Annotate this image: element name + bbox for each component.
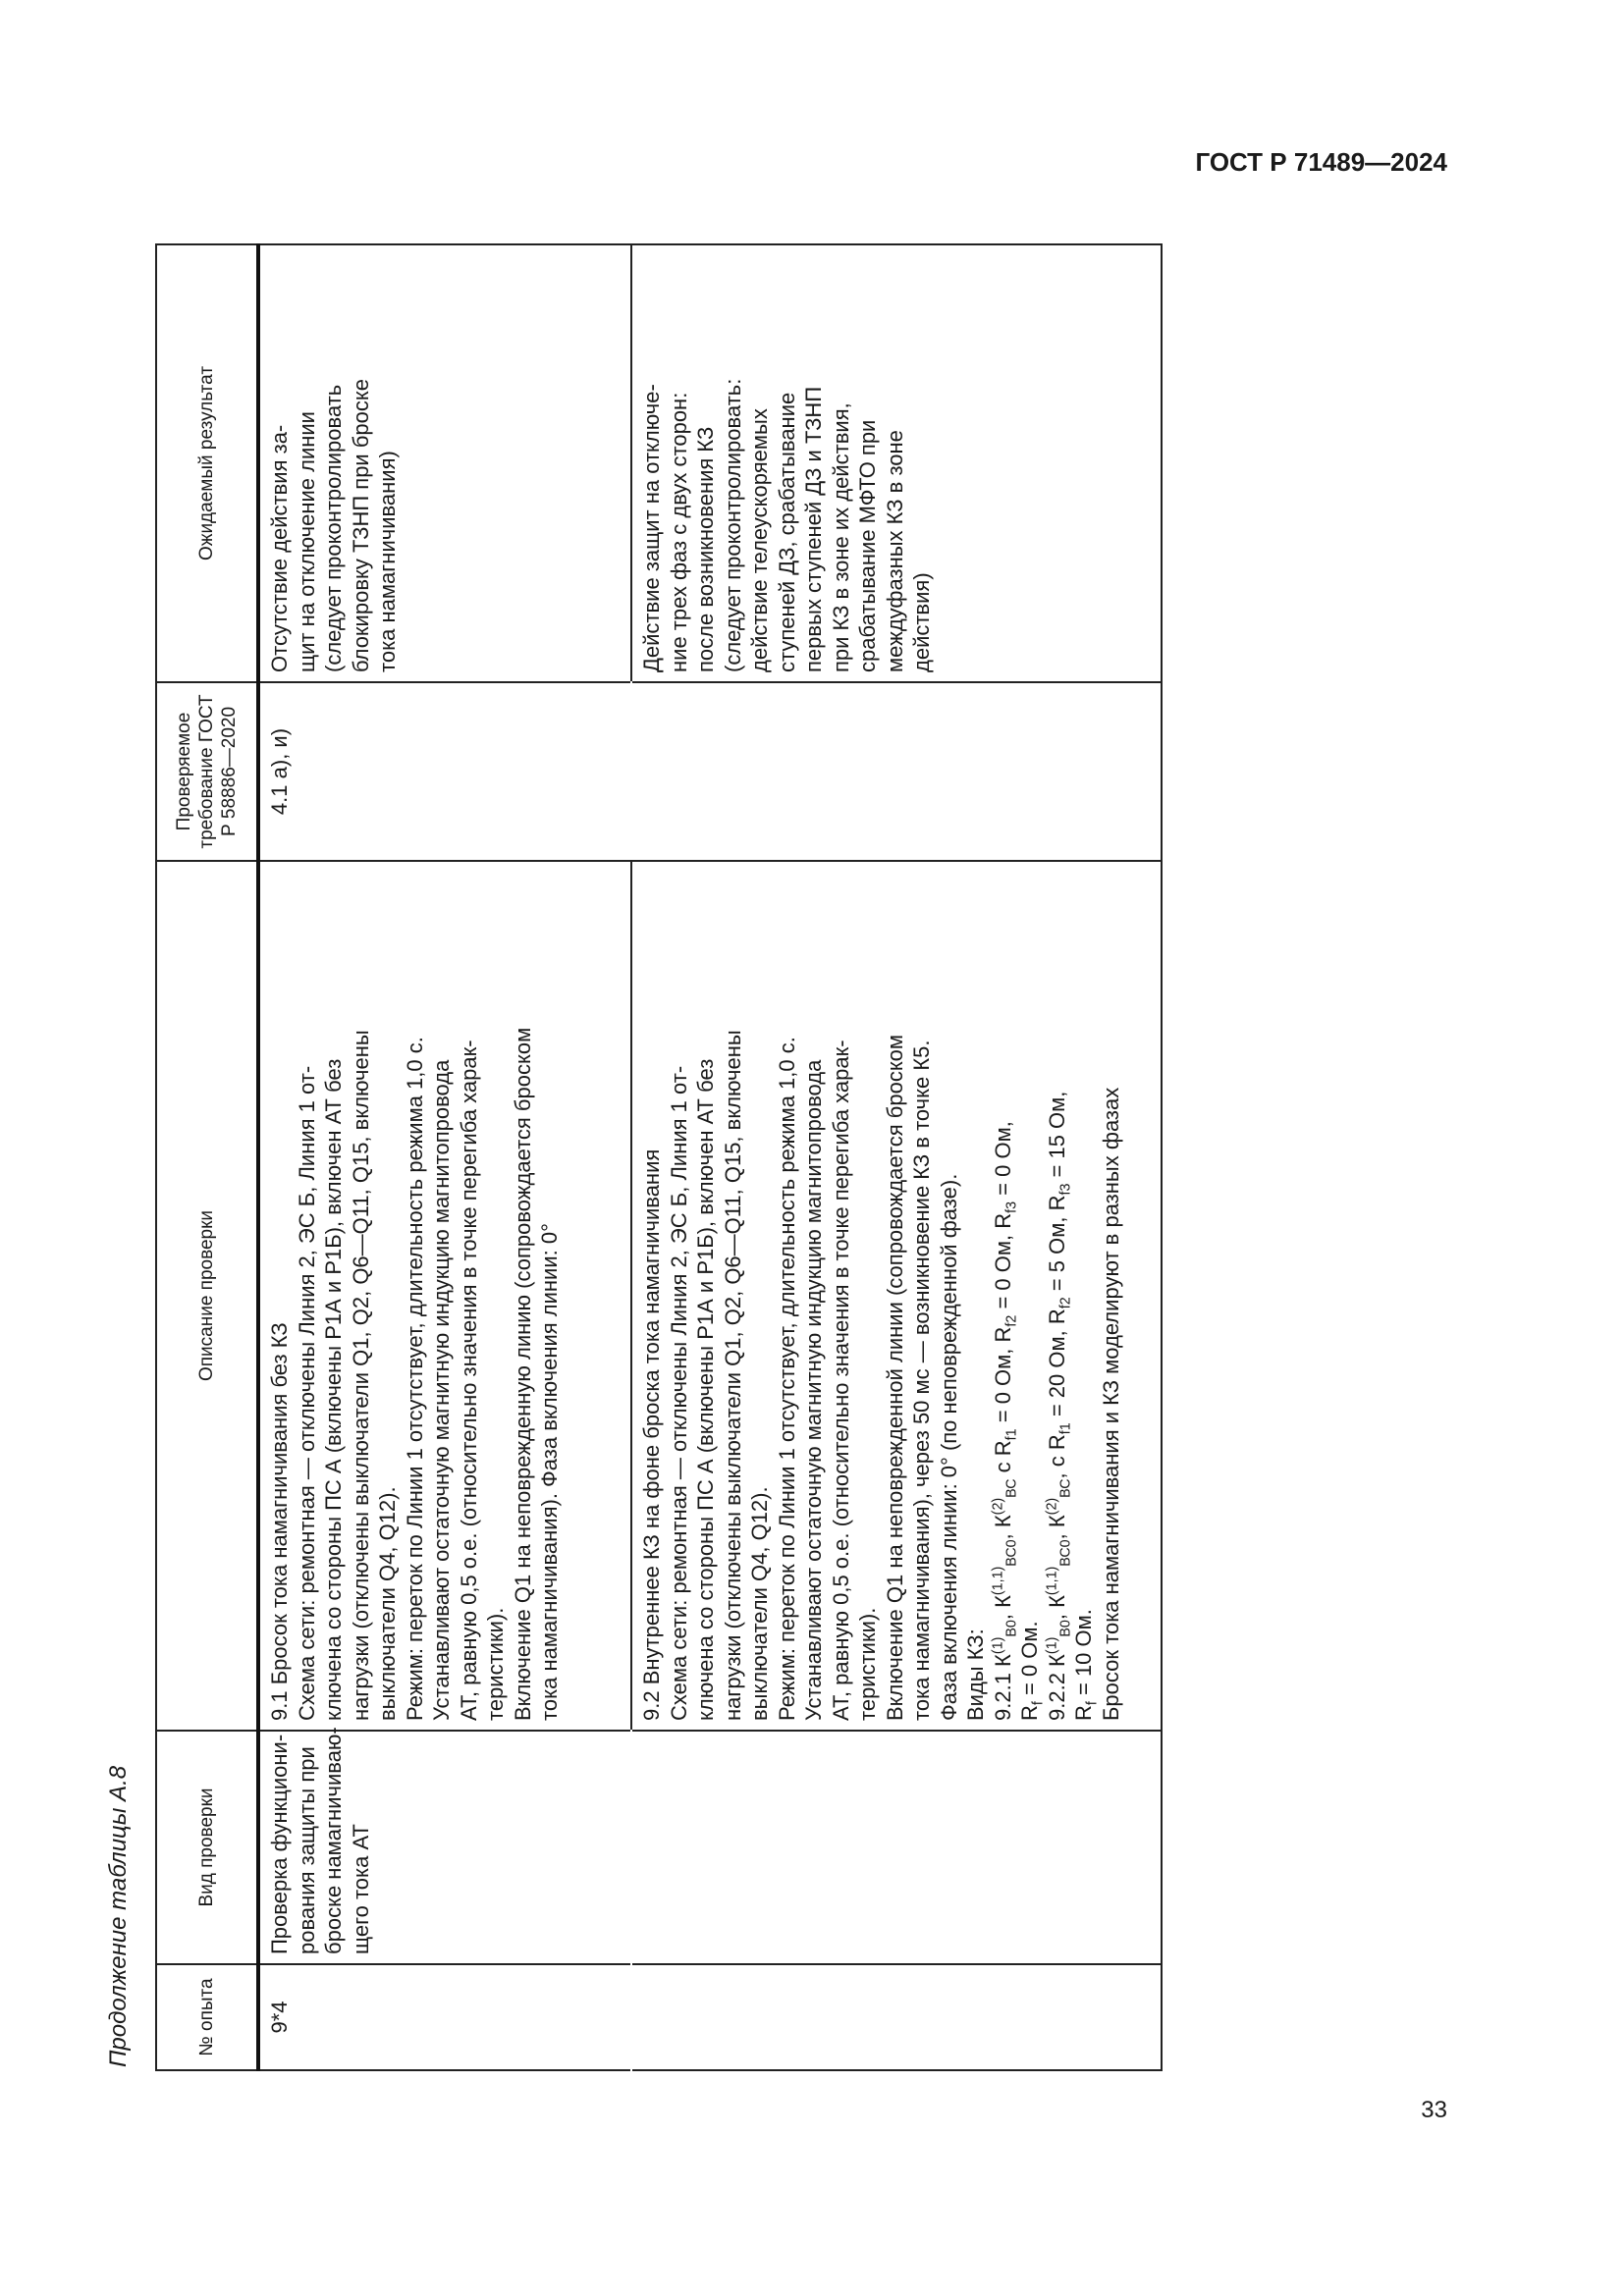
test-type-line: рования защиты при <box>294 1746 319 1954</box>
result-line: щит на отключение линии <box>294 411 319 672</box>
description-line: выключатели Q4, Q12). <box>747 1486 772 1721</box>
test-type-cell <box>258 1727 631 1964</box>
description-line: теристики). <box>855 1607 880 1721</box>
description-line: Устанавливают остаточную магнитную индукцию магнитопровода <box>429 1059 454 1721</box>
result-line: срабатывание МФТО при <box>855 419 880 672</box>
result-line: (следует проконтролировать <box>321 384 346 672</box>
fault-formula-9-2-2-cont: $R_f = 10$ Ом. <box>1071 1609 1101 1721</box>
fault-formula-9-2-1: 9.2.1 $К^{(1)}_{В0}$, К$^{(1,1)}_{ВС0}$, $К^{(2)}_{ВС}$ с $R_{f1} = 0$ Ом, $R_{f2} = 0$ Ом, $R_{f3} = 0$ Ом, <box>990 1121 1019 1721</box>
result-line: при КЗ в зоне их действия, <box>828 402 853 672</box>
description-line: Включение Q1 на неповрежденную линию (сопровождается броском <box>510 1027 535 1721</box>
fault-formula-9-2-2: 9.2.2 $К^{(1)}_{В0}$, К$^{(1,1)}_{ВС0}$, $К^{(2)}_{ВС}$, с $R_{f1} = 20$ Ом, $R_{f2} = 5$ Ом, $R_{f3} = 15$ Ом, <box>1044 1091 1073 1721</box>
description-line: выключатели Q4, Q12). <box>375 1486 400 1721</box>
table-row <box>631 244 1162 2070</box>
col-header-requirement: Проверяемое требование ГОСТ Р 58886—2020 <box>156 682 258 861</box>
result-cell-9-2 <box>631 244 1162 682</box>
test-type-line: Проверка функциони- <box>267 1734 292 1954</box>
requirement-text: 4.1 а), и) <box>267 727 292 816</box>
requirement-cell <box>258 682 631 861</box>
empty-cell <box>631 682 1162 861</box>
result-line: действие телеускоряемых <box>747 408 772 672</box>
description-cell-9-2 <box>631 861 1162 1731</box>
page-number: 33 <box>1421 2097 1447 2123</box>
description-line: Виды КЗ: <box>963 1629 988 1721</box>
table-row <box>258 244 631 2070</box>
col-header-result: Ожидаемый результат <box>156 244 258 682</box>
table-header-row <box>156 244 258 2070</box>
description-line: Режим: переток по Линии 1 отсутствует, длительность режима 1,0 с. <box>402 1037 427 1721</box>
description-line: ключена со стороны ПС А (включены Р1А и Р1Б), включен АТ без <box>321 1058 346 1721</box>
col-header-type: Вид проверки <box>156 1731 258 1964</box>
result-line: Действие защит на отключе- <box>639 384 664 672</box>
requirements-table <box>155 243 1163 2071</box>
result-line: блокировку ТЗНП при броске <box>348 378 373 672</box>
description-line: Устанавливают остаточную магнитную индукцию магнитопровода <box>801 1059 826 1721</box>
description-line: Схема сети: ремонтная — отключены Линия 2, ЭС Б, Линия 1 от- <box>666 1065 691 1721</box>
description-line: тока намагничивания). Фаза включения линии: 0° <box>537 1223 562 1721</box>
description-line: нагрузки (отключены выключатели Q1, Q2, Q6—Q11, Q15, включены <box>348 1030 373 1721</box>
result-line: (следует проконтролировать: <box>720 378 745 672</box>
result-line: ступеней ДЗ, срабатывание <box>774 392 799 672</box>
result-line: тока намагничивания) <box>375 451 400 672</box>
description-line: теристики). <box>483 1607 508 1721</box>
result-line: междуфазных КЗ в зоне <box>882 430 907 672</box>
description-line: Включение Q1 на неповрежденной линии (сопровождается броском <box>882 1034 907 1721</box>
result-cell-9-1 <box>258 244 631 682</box>
description-line: АТ, равную 0,5 о.е. (относительно значения в точке перегиба харак- <box>456 1040 481 1721</box>
rotated-table-block <box>103 206 1168 2071</box>
description-line: ключена со стороны ПС А (включены Р1А и Р1Б), включен АТ без <box>693 1058 718 1721</box>
description-line: 9.2 Внутреннее КЗ на фоне броска тока намагничивания <box>639 1148 664 1721</box>
description-line: нагрузки (отключены выключатели Q1, Q2, Q6—Q11, Q15, включены <box>720 1030 745 1721</box>
table-caption: Продолжение таблицы А.8 <box>105 1765 132 2067</box>
result-line: первых ступеней ДЗ и ТЗНП <box>801 386 826 672</box>
test-type-line: броске намагничиваю- <box>321 1727 346 1954</box>
test-number-text: 9*4 <box>267 2001 292 2034</box>
description-line: Режим: переток по Линии 1 отсутствует, длительность режима 1,0 с. <box>774 1037 799 1721</box>
description-line: Бросок тока намагничивания и КЗ моделируют в разных фазах <box>1098 1087 1123 1721</box>
result-line: после возникновения КЗ <box>693 426 718 672</box>
col-header-num: № опыта <box>156 1964 258 2070</box>
description-line: 9.1 Бросок тока намагничивания без КЗ <box>267 1322 292 1721</box>
description-line: тока намагничивания), через 50 мс — возникновение КЗ в точке К5. <box>909 1040 934 1721</box>
description-line: Фаза включения линии: 0° (по неповрежденной фазе). <box>936 1173 961 1721</box>
document-header: ГОСТ Р 71489—2024 <box>1195 147 1447 177</box>
test-number <box>258 1964 631 2070</box>
test-type-line: щего тока АТ <box>348 1824 373 1954</box>
col-header-description: Описание проверки <box>156 861 258 1731</box>
empty-cell <box>631 1964 1162 2070</box>
description-cell-9-1 <box>258 861 631 1731</box>
result-line: действия) <box>909 572 934 672</box>
result-line: ние трех фаз с двух сторон: <box>666 392 691 672</box>
result-line: Отсутствие действия за- <box>267 424 292 672</box>
description-line: АТ, равную 0,5 о.е. (относительно значения в точке перегиба харак- <box>828 1040 853 1721</box>
empty-cell <box>631 1731 1162 1964</box>
description-line: Схема сети: ремонтная — отключены Линия 2, ЭС Б, Линия 1 от- <box>294 1065 319 1721</box>
fault-formula-9-2-1-cont: $R_f = 0$ Ом. <box>1017 1621 1047 1721</box>
